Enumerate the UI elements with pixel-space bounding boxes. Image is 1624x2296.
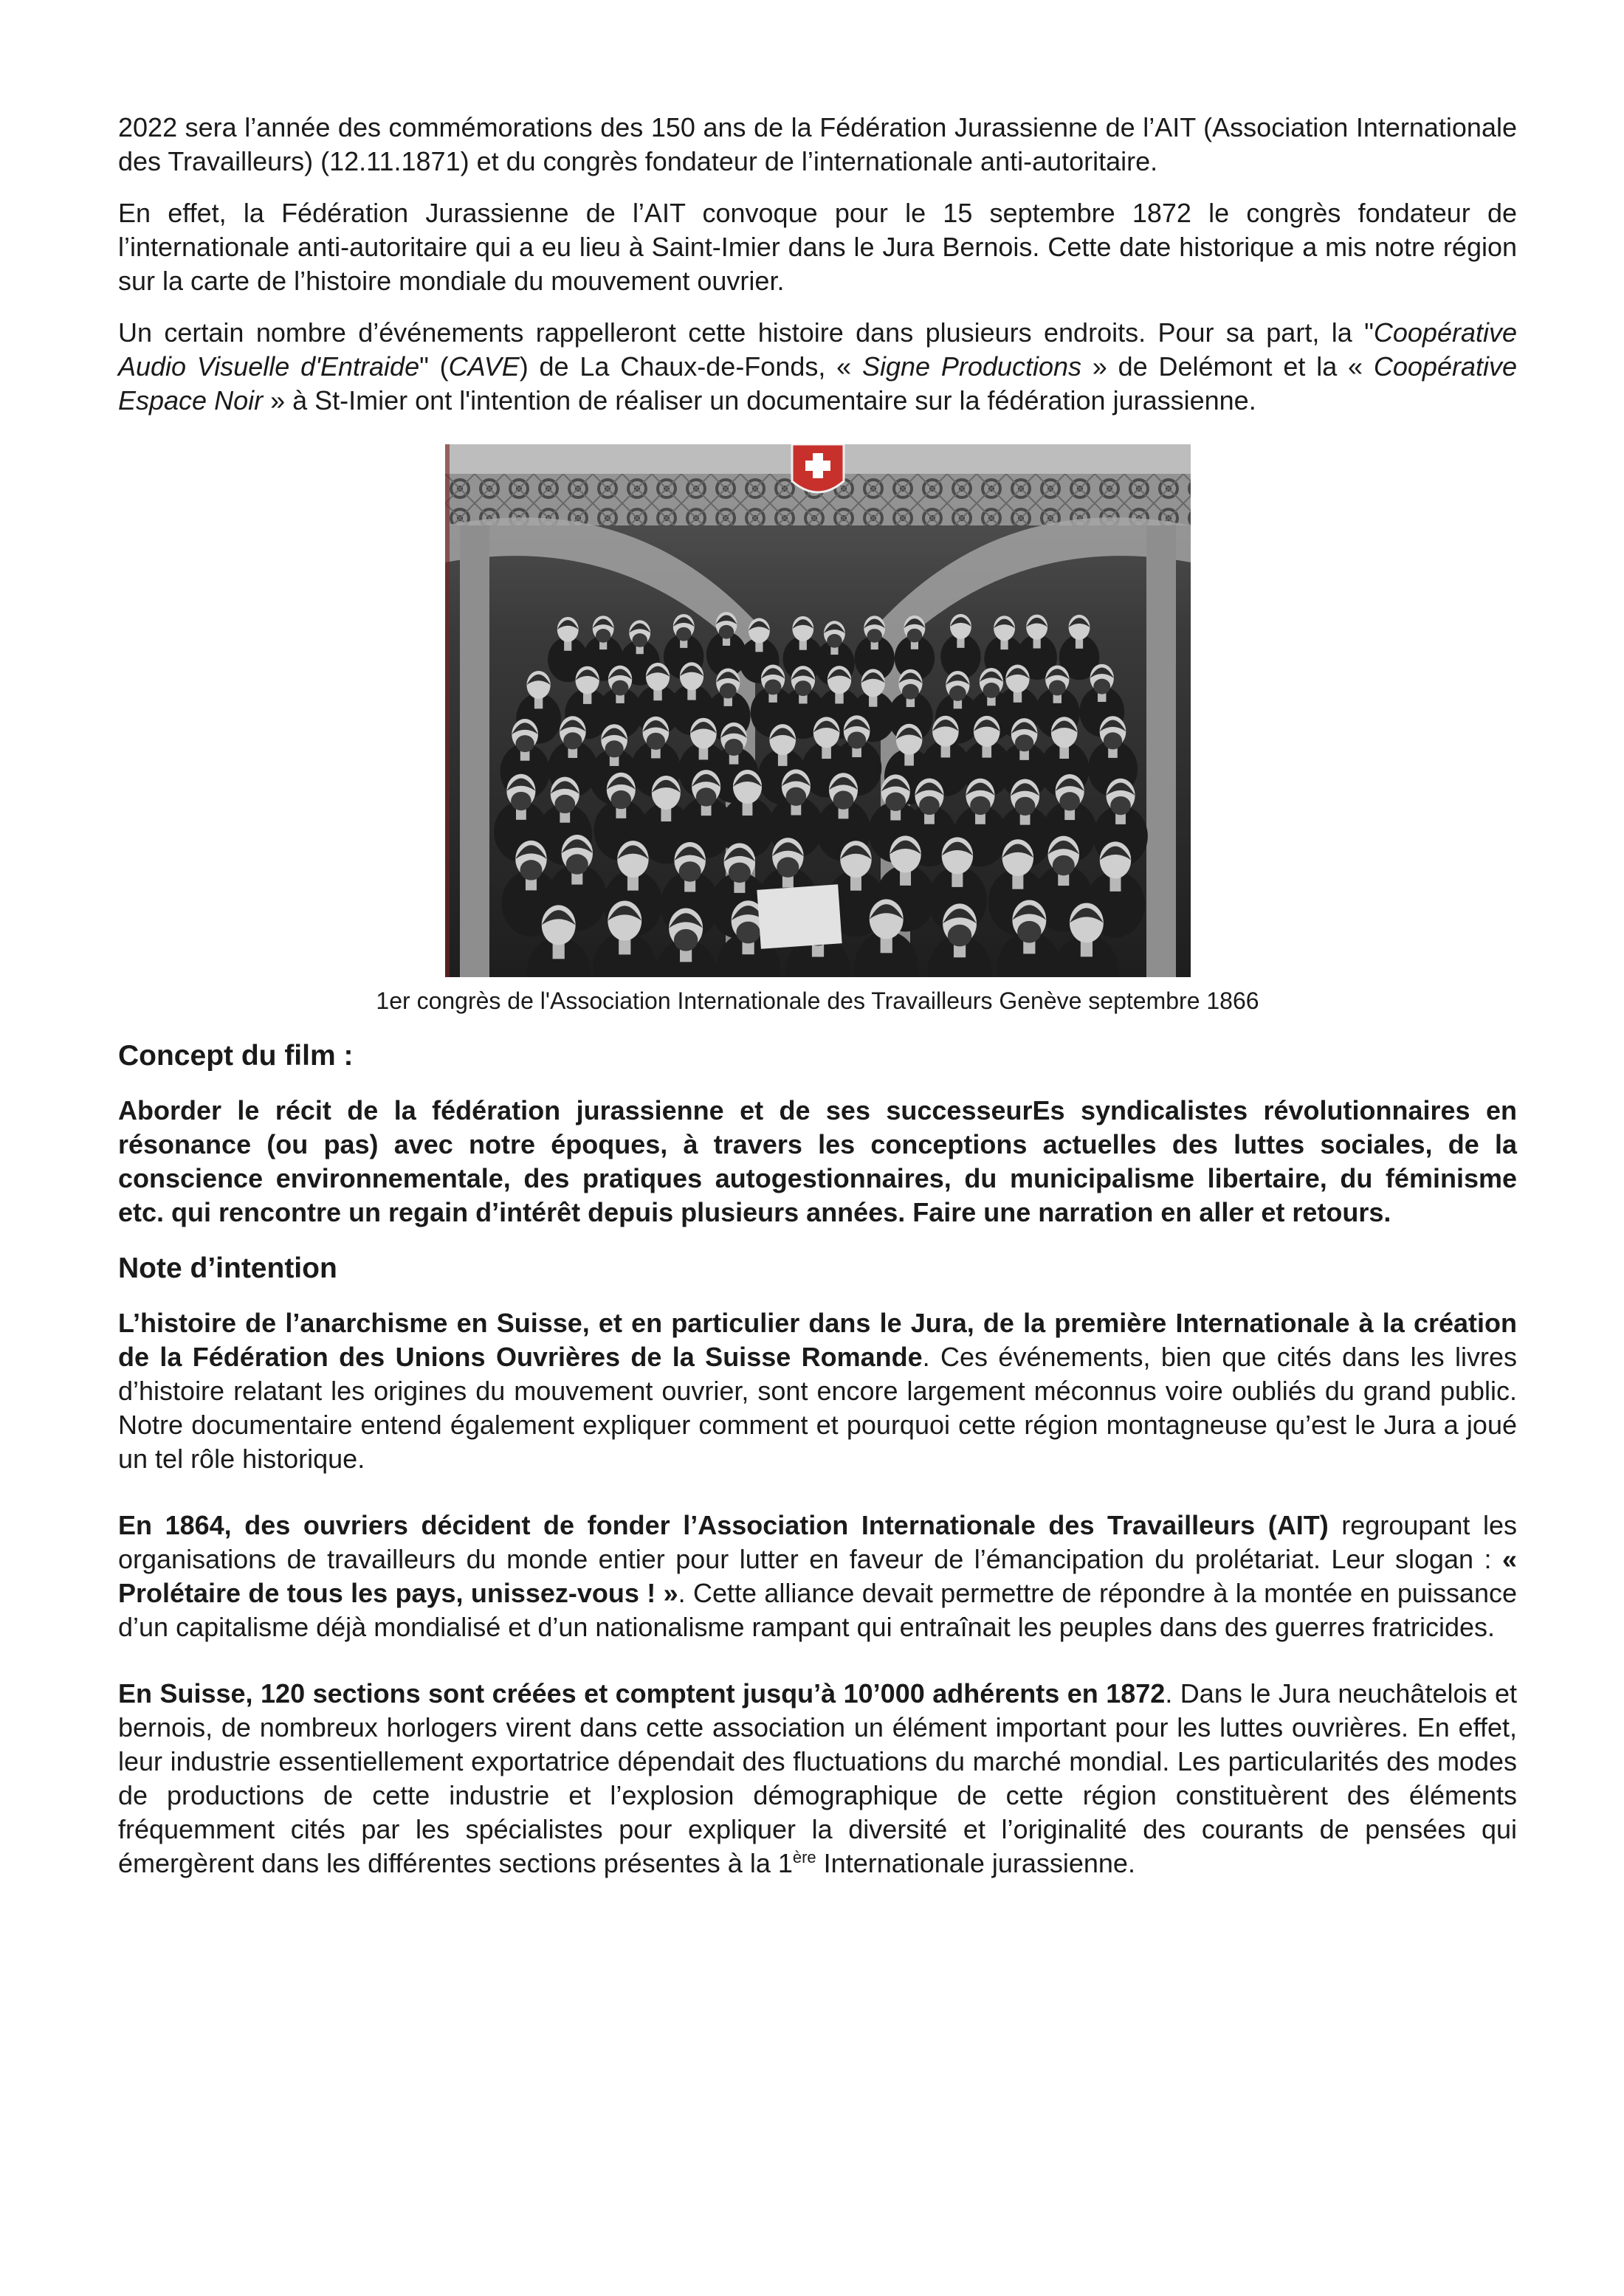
person-beard bbox=[736, 922, 760, 944]
person-beard bbox=[1052, 855, 1074, 876]
person-beard bbox=[777, 857, 799, 878]
signe-productions-name: Signe Productions bbox=[862, 351, 1081, 382]
person-beard bbox=[919, 796, 940, 815]
person-collar bbox=[957, 638, 964, 648]
person-collar bbox=[1000, 640, 1008, 650]
note-paragraph-2 bbox=[118, 1509, 1517, 1644]
person-beard bbox=[885, 793, 906, 811]
bold-lead: En 1864, des ouvriers décident de fonder l’Association Internationale des Travailleurs (AIT) bbox=[118, 1510, 1329, 1540]
text-span: " ( bbox=[419, 351, 449, 382]
person-beard bbox=[719, 683, 736, 698]
text-span: Un certain nombre d’événements rappelleront cette histoire dans plusieurs endroits. Pour sa part, la " bbox=[118, 317, 1374, 348]
person-beard bbox=[678, 861, 701, 882]
person-beard bbox=[695, 787, 716, 806]
intro-paragraph-1: 2022 sera l’année des commémorations des 150 ans de la Fédération Jurassienne de l’AIT (Association Internationale des Travailleurs) (12.11.1871) et du congrès fondateur de l’internationale anti-autoritaire. bbox=[118, 112, 1517, 176]
document-page bbox=[118, 111, 1517, 1898]
bold-lead: L’histoire de l’anarchisme en Suisse, et en particulier dans le Jura, de la première Internationale à la création de la Fédération des Unions Ouvrières de la Suisse Romande bbox=[118, 1308, 1517, 1372]
text-span: » de Delémont et la « bbox=[1081, 351, 1374, 382]
person-beard bbox=[902, 684, 919, 700]
person-collar bbox=[822, 746, 831, 759]
concept-heading: Concept du film : bbox=[118, 1040, 354, 1072]
person-collar bbox=[904, 754, 914, 766]
person-collar bbox=[1109, 877, 1121, 892]
text-span: . Dans le Jura neuchâtelois et bernois, de nombreux horlogers virent dans cette association un élément important pour les luttes ouvrières. En effet, leur industrie essentiellement exportatrice dépendait des fluctuations du marché mondial. Les particularités des modes de productions de cette industrie et l’explosion démographique de cette région constituèrent des éléments fréquemment cités par les spécialistes pour expliquer la diversité et l’originalité des courants de pensées qui émergèrent dans les différentes sections présentes à la 1 bbox=[118, 1678, 1517, 1878]
cave-abbr: CAVE bbox=[448, 351, 520, 382]
person-beard bbox=[646, 733, 664, 750]
person-beard bbox=[794, 680, 811, 696]
person-beard bbox=[728, 863, 750, 883]
person-beard bbox=[632, 633, 647, 647]
text-span: » à St-Imier ont l'intention de réaliser un documentaire sur la fédération jurassienne. bbox=[263, 385, 1256, 416]
person-collar bbox=[940, 745, 950, 758]
text-span: Internationale jurassienne. bbox=[816, 1848, 1135, 1878]
person-beard bbox=[847, 731, 866, 748]
person-collar bbox=[900, 871, 911, 886]
person-collar bbox=[1080, 941, 1092, 957]
concept-text: Aborder le récit de la fédération jurassienne et de ses successeurEs syndicalistes révolutionnaires en résonance (ou pas) avec notre époques, à travers les conceptions actuelles des luttes sociales, de la conscience environnementale, des pratiques autogestionnaires, du municipalisme libertaire, du féminisme etc. qui rencontre un regain d’intérêt depuis plusieurs années. Faire une narration en aller et retours. bbox=[118, 1095, 1517, 1227]
person-beard bbox=[1014, 797, 1035, 816]
person-beard bbox=[983, 683, 999, 698]
person-collar bbox=[869, 696, 877, 707]
note-paragraph-1 bbox=[118, 1306, 1517, 1476]
person-collar bbox=[755, 642, 763, 652]
person-beard bbox=[1103, 732, 1121, 749]
photo-caption: 1er congrès de l'Association Internationale des Travailleurs Genève septembre 1866 bbox=[376, 987, 1259, 1014]
text-span: regroupant les organisations de travailleurs du monde entier pour lutter en faveur de l’émancipation du prolétariat. Leur slogan : bbox=[118, 1510, 1517, 1574]
historical-group-photo bbox=[445, 444, 1191, 977]
person-beard bbox=[1093, 679, 1110, 694]
person-beard bbox=[949, 686, 966, 701]
person-collar bbox=[850, 876, 861, 891]
person-collar bbox=[687, 689, 695, 700]
cave-name: Coopérative Audio Visuelle d'Entraide bbox=[118, 317, 1517, 382]
slogan: « Prolétaire de tous les pays, unissez-vous ! » bbox=[118, 1544, 1517, 1608]
text-span: ) de La Chaux-de-Fonds, « bbox=[519, 351, 862, 382]
person-beard bbox=[676, 627, 691, 641]
person-collar bbox=[552, 943, 564, 959]
bold-lead: En Suisse, 120 sections sont créées et comptent jusqu’à 10’000 adhérents en 1872 bbox=[118, 1678, 1166, 1709]
person-beard bbox=[906, 629, 921, 643]
person-collar bbox=[777, 754, 787, 766]
person-beard bbox=[1015, 734, 1033, 751]
person-beard bbox=[673, 929, 697, 951]
note-heading: Note d’intention bbox=[118, 1252, 337, 1284]
person-beard bbox=[520, 860, 542, 880]
person-collar bbox=[582, 693, 591, 704]
photo-illustration bbox=[445, 444, 1191, 977]
text-span: . Cette alliance devait permettre de répondre à la montée en puissance d’un capitalisme déjà mondialisé et d’un nationalisme rampant qui entraînait les peuples dans des guerres fratricides. bbox=[118, 1578, 1518, 1642]
superscript: ère bbox=[792, 1848, 816, 1866]
person-collar bbox=[653, 689, 661, 700]
person-collar bbox=[1075, 638, 1082, 649]
intro-paragraph-2: En effet, la Fédération Jurassienne de l’AIT convoque pour le 15 septembre 1872 le congrès fondateur de l’internationale anti-autoritaire qui a eu lieu à Saint-Imier dans le Jura Bernois. Cette date historique a mis notre région sur la carte de l’histoire mondiale du mouvement ouvrier. bbox=[118, 198, 1517, 296]
person-collar bbox=[1033, 638, 1040, 649]
person-beard bbox=[1110, 796, 1131, 815]
person-collar bbox=[835, 692, 843, 703]
person-beard bbox=[1048, 680, 1065, 695]
person-beard bbox=[1059, 792, 1080, 810]
person-collar bbox=[1013, 692, 1021, 703]
person-collar bbox=[1012, 875, 1023, 889]
person-beard bbox=[867, 629, 881, 643]
person-collar bbox=[627, 876, 638, 891]
person-beard bbox=[947, 925, 971, 947]
person-beard bbox=[565, 854, 588, 875]
person-collar bbox=[880, 937, 892, 954]
person-collar bbox=[799, 640, 806, 650]
person-beard bbox=[718, 625, 733, 639]
person-beard bbox=[511, 792, 531, 810]
intro-paragraph-3 bbox=[118, 316, 1517, 418]
person-beard bbox=[563, 732, 582, 749]
person-collar bbox=[952, 872, 963, 887]
person-beard bbox=[724, 739, 743, 756]
note-paragraph-3 bbox=[118, 1677, 1517, 1880]
person-beard bbox=[610, 790, 631, 809]
person-beard bbox=[970, 796, 991, 815]
text-span: . Ces événements, bien que cités dans les livres d’histoire relatant les origines du mouvement ouvrier, sont encore largement méconnus voire oubliés du grand public. Notre documentaire entend également expliquer comment et pourquoi cette région montagneuse qu’est le Jura a joué un tel rôle historique. bbox=[118, 1342, 1518, 1474]
person-collar bbox=[982, 745, 991, 758]
person-collar bbox=[698, 748, 708, 760]
person-beard bbox=[827, 634, 842, 648]
person-beard bbox=[515, 735, 534, 752]
person-beard bbox=[833, 790, 853, 809]
person-collar bbox=[742, 802, 752, 816]
person-collar bbox=[564, 641, 571, 651]
person-collar bbox=[1059, 746, 1069, 759]
person-beard bbox=[764, 679, 781, 694]
person-beard bbox=[611, 680, 628, 696]
person-beard bbox=[785, 787, 806, 806]
person-collar bbox=[661, 808, 671, 821]
person-beard bbox=[1017, 921, 1041, 943]
espace-noir-name: Coopérative Espace Noir bbox=[118, 351, 1517, 416]
person-collar bbox=[534, 697, 542, 709]
person-beard bbox=[554, 795, 575, 813]
person-collar bbox=[619, 939, 630, 955]
person-beard bbox=[595, 629, 610, 643]
person-beard bbox=[605, 740, 623, 757]
